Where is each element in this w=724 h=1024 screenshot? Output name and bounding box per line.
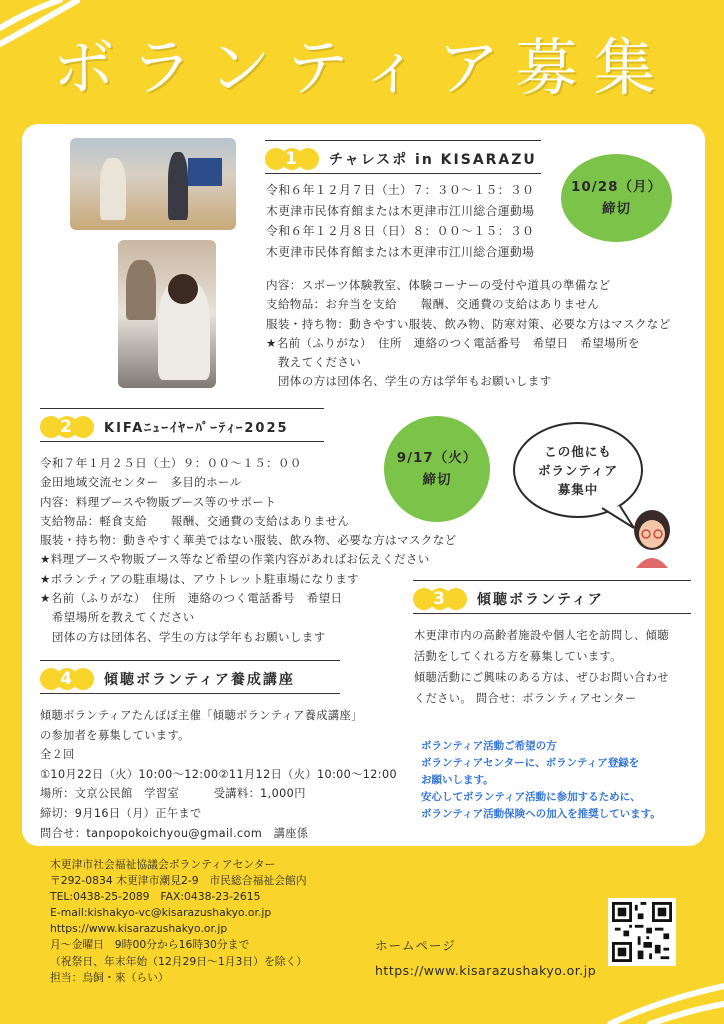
homepage-url[interactable]: https://www.kisarazushakyo.or.jp xyxy=(375,963,597,978)
section-1-details: 内容：スポーツ体験教室、体験コーナーの受付や道具の準備など 支給物品：お弁当を支給 報酬、交通費の支給はありません 服装・持ち物：動きやすい服装、飲み物、防寒対策、必要な方はマスクなど ★名前（ふりがな） 住所 連絡のつく電話番号 希望日 希望場所を 教えてください 団体の方は団体名、学生の方は学年もお願いします xyxy=(266,278,671,389)
contact-info: 木更津市社会福祉協議会ボランティアセンター 〒292-0834 木更津市潮見2-9 市民総合福祉会館内 TEL:0438-25-2089 FAX:0438-23-2615 E-mail:kishakyo-vc@kisarazushakyo.or.jp https://www.kisarazushakyo.or.jp 月～金曜日 9時00分から16時30分まで （祝祭日、年末年始（12月29日～1月3日）を除く） 担当：烏飼・來（らい） xyxy=(50,858,308,984)
woman-with-glasses-icon xyxy=(628,508,676,568)
page-title: ボランティア募集 xyxy=(52,31,672,104)
section-1-deadline-badge xyxy=(561,154,672,242)
section-4-details: 傾聴ボランティアたんぽぽ主催「傾聴ボランティア養成講座」 の参加者を募集しています。 全２回 ①10月22日（火）10:00～12:00②11月12日（火）10:00～12:00 場所：文京公民館 学習室 受講料：1,000円 締切：9月16日（月）正午まで 問合せ：tanpopokoichyou@gmail.com 講座係 xyxy=(40,709,398,840)
qr-code-icon[interactable] xyxy=(608,898,676,966)
photo-sports-event xyxy=(70,138,236,230)
deadline-label: 締切 xyxy=(422,472,452,488)
registration-notice: ボランティア活動ご希望の方 ボランティアセンターに、ボランティア登録を お願いします。 安心してボランティア活動に参加するために、 ボランティア活動保険への加入を推奨しています。 xyxy=(421,740,661,820)
more-volunteers-bubble: この他にも ボランティア 募集中 xyxy=(513,422,643,518)
corner-swoosh-bottom-right xyxy=(600,970,724,1024)
section-3-number-badge: 3 xyxy=(413,588,467,610)
corner-swoosh-top-left xyxy=(0,0,80,60)
section-1-schedule: 令和６年１２月７日（土）７：３０～１５：３０ 木更津市民体育館または木更津市江川総合運動場 令和６年１２月８日（日）８：００～１５：３０ 木更津市民体育館または木更津市江川総合運動場 xyxy=(266,183,535,259)
section-1-title: チャレスポ in KISARAZU xyxy=(329,152,537,168)
section-3-header xyxy=(413,580,691,614)
section-3-details: 木更津市内の高齢者施設や個人宅を訪問し、傾聴 活動をしてくれる方を募集しています。 傾聴活動にご興味のある方は、ぜひお問い合わせ ください。 問合せ：ボランティアセンター xyxy=(414,629,669,705)
section-3-title: 傾聴ボランティア xyxy=(477,592,604,608)
photo-volunteer-reception xyxy=(118,240,216,388)
homepage-label: ホームページ xyxy=(375,938,456,953)
section-1-number-badge: 1 xyxy=(265,148,319,170)
section-4-header xyxy=(40,660,340,694)
section-1-header xyxy=(265,140,541,174)
section-2-details: 令和７年１月２５日（土）９：００～１５：００ 金田地域交流センター 多目的ホール 内容：料理ブースや物販ブース等のサポート 支給物品：軽食支給 報酬、交通費の支給はありません 服装・持ち物：動きやすく華美ではない服装、飲み物、必要な方はマスクなど ★料理ブースや物販ブース等など希望の作業内容があればお伝えください ★ボランティアの駐車場は、アウトレット駐車場になります ★名前（ふりがな） 住所 連絡のつく電話番号 希望日 希望場所を教えてください 団体の方は団体名、学生の方は学年もお願いします xyxy=(40,456,457,644)
section-4-number-badge: 4 xyxy=(40,668,94,690)
deadline-date: 10/28（月） xyxy=(570,179,662,195)
deadline-date: 9/17（火） xyxy=(396,450,478,466)
section-2-header xyxy=(40,408,324,442)
section-2-title: KIFAﾆｭｰｲﾔｰﾊﾟｰﾃｨｰ2025 xyxy=(104,421,289,436)
deadline-label: 締切 xyxy=(602,201,631,217)
section-4-title: 傾聴ボランティア養成講座 xyxy=(104,672,295,688)
section-2-number-badge: 2 xyxy=(40,416,94,438)
